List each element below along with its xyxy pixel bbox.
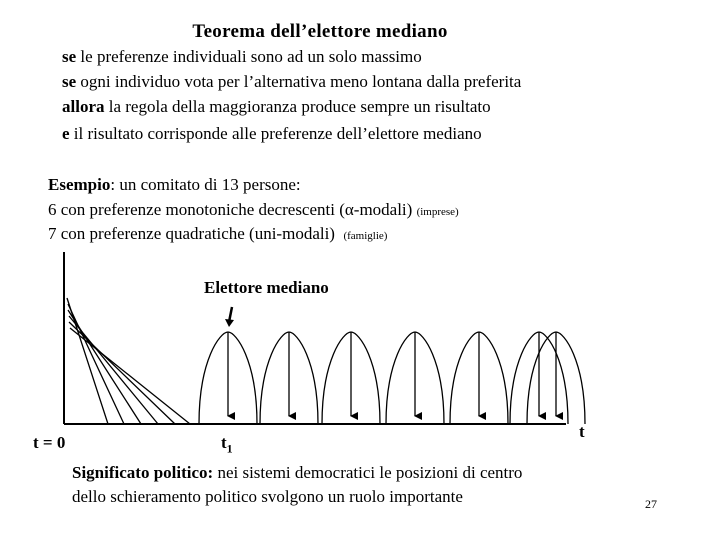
- monotonic-preference-line: [69, 322, 175, 424]
- example-text: 7 con preferenze quadratiche (uni-modali): [48, 224, 335, 243]
- monotonic-preferences: [67, 298, 190, 424]
- political-line-1: [72, 463, 522, 483]
- example-heading: Esempio: [48, 175, 111, 194]
- condition-text: ogni individuo vota per l’alternativa meno lontana dalla preferita: [76, 72, 522, 91]
- condition-text: le preferenze individuali sono ad un solo massimo: [76, 47, 422, 66]
- unimodal-preferences: [199, 332, 585, 424]
- example-text: : un comitato di 13 persone:: [110, 175, 301, 194]
- t0-label: t = 0: [33, 433, 66, 452]
- median-voter-label: Elettore mediano: [204, 278, 329, 297]
- political-heading: Significato politico:: [72, 463, 214, 482]
- t1-label: [221, 433, 233, 456]
- page-title: Teorema dell’elettore mediano: [192, 21, 448, 42]
- condition-text: la regola della maggioranza produce sempre un risultato: [104, 97, 491, 116]
- monotonic-preference-line: [70, 328, 190, 424]
- example-note: (imprese): [416, 206, 459, 218]
- condition-keyword: allora: [62, 97, 105, 116]
- example-note: (famiglie): [343, 230, 388, 242]
- condition-keyword: se: [62, 72, 77, 91]
- monotonic-preference-line: [69, 316, 158, 424]
- condition-text: il risultato corrisponde alle preferenze dell’elettore mediano: [69, 124, 482, 143]
- t1-text: t: [221, 433, 227, 452]
- t1-subscript: 1: [226, 441, 233, 456]
- example-text: 6 con preferenze monotoniche decrescenti (α-modali): [48, 200, 413, 219]
- median-arrow-head: [225, 319, 234, 327]
- condition-keyword: e: [62, 124, 70, 143]
- t-axis-label: t: [579, 422, 585, 441]
- political-text: nei sistemi democratici le posizioni di centro: [213, 463, 523, 482]
- condition-keyword: se: [62, 47, 77, 66]
- page-number: 27: [645, 497, 657, 511]
- political-line-2: dello schieramento politico svolgono un ruolo importante: [72, 487, 463, 506]
